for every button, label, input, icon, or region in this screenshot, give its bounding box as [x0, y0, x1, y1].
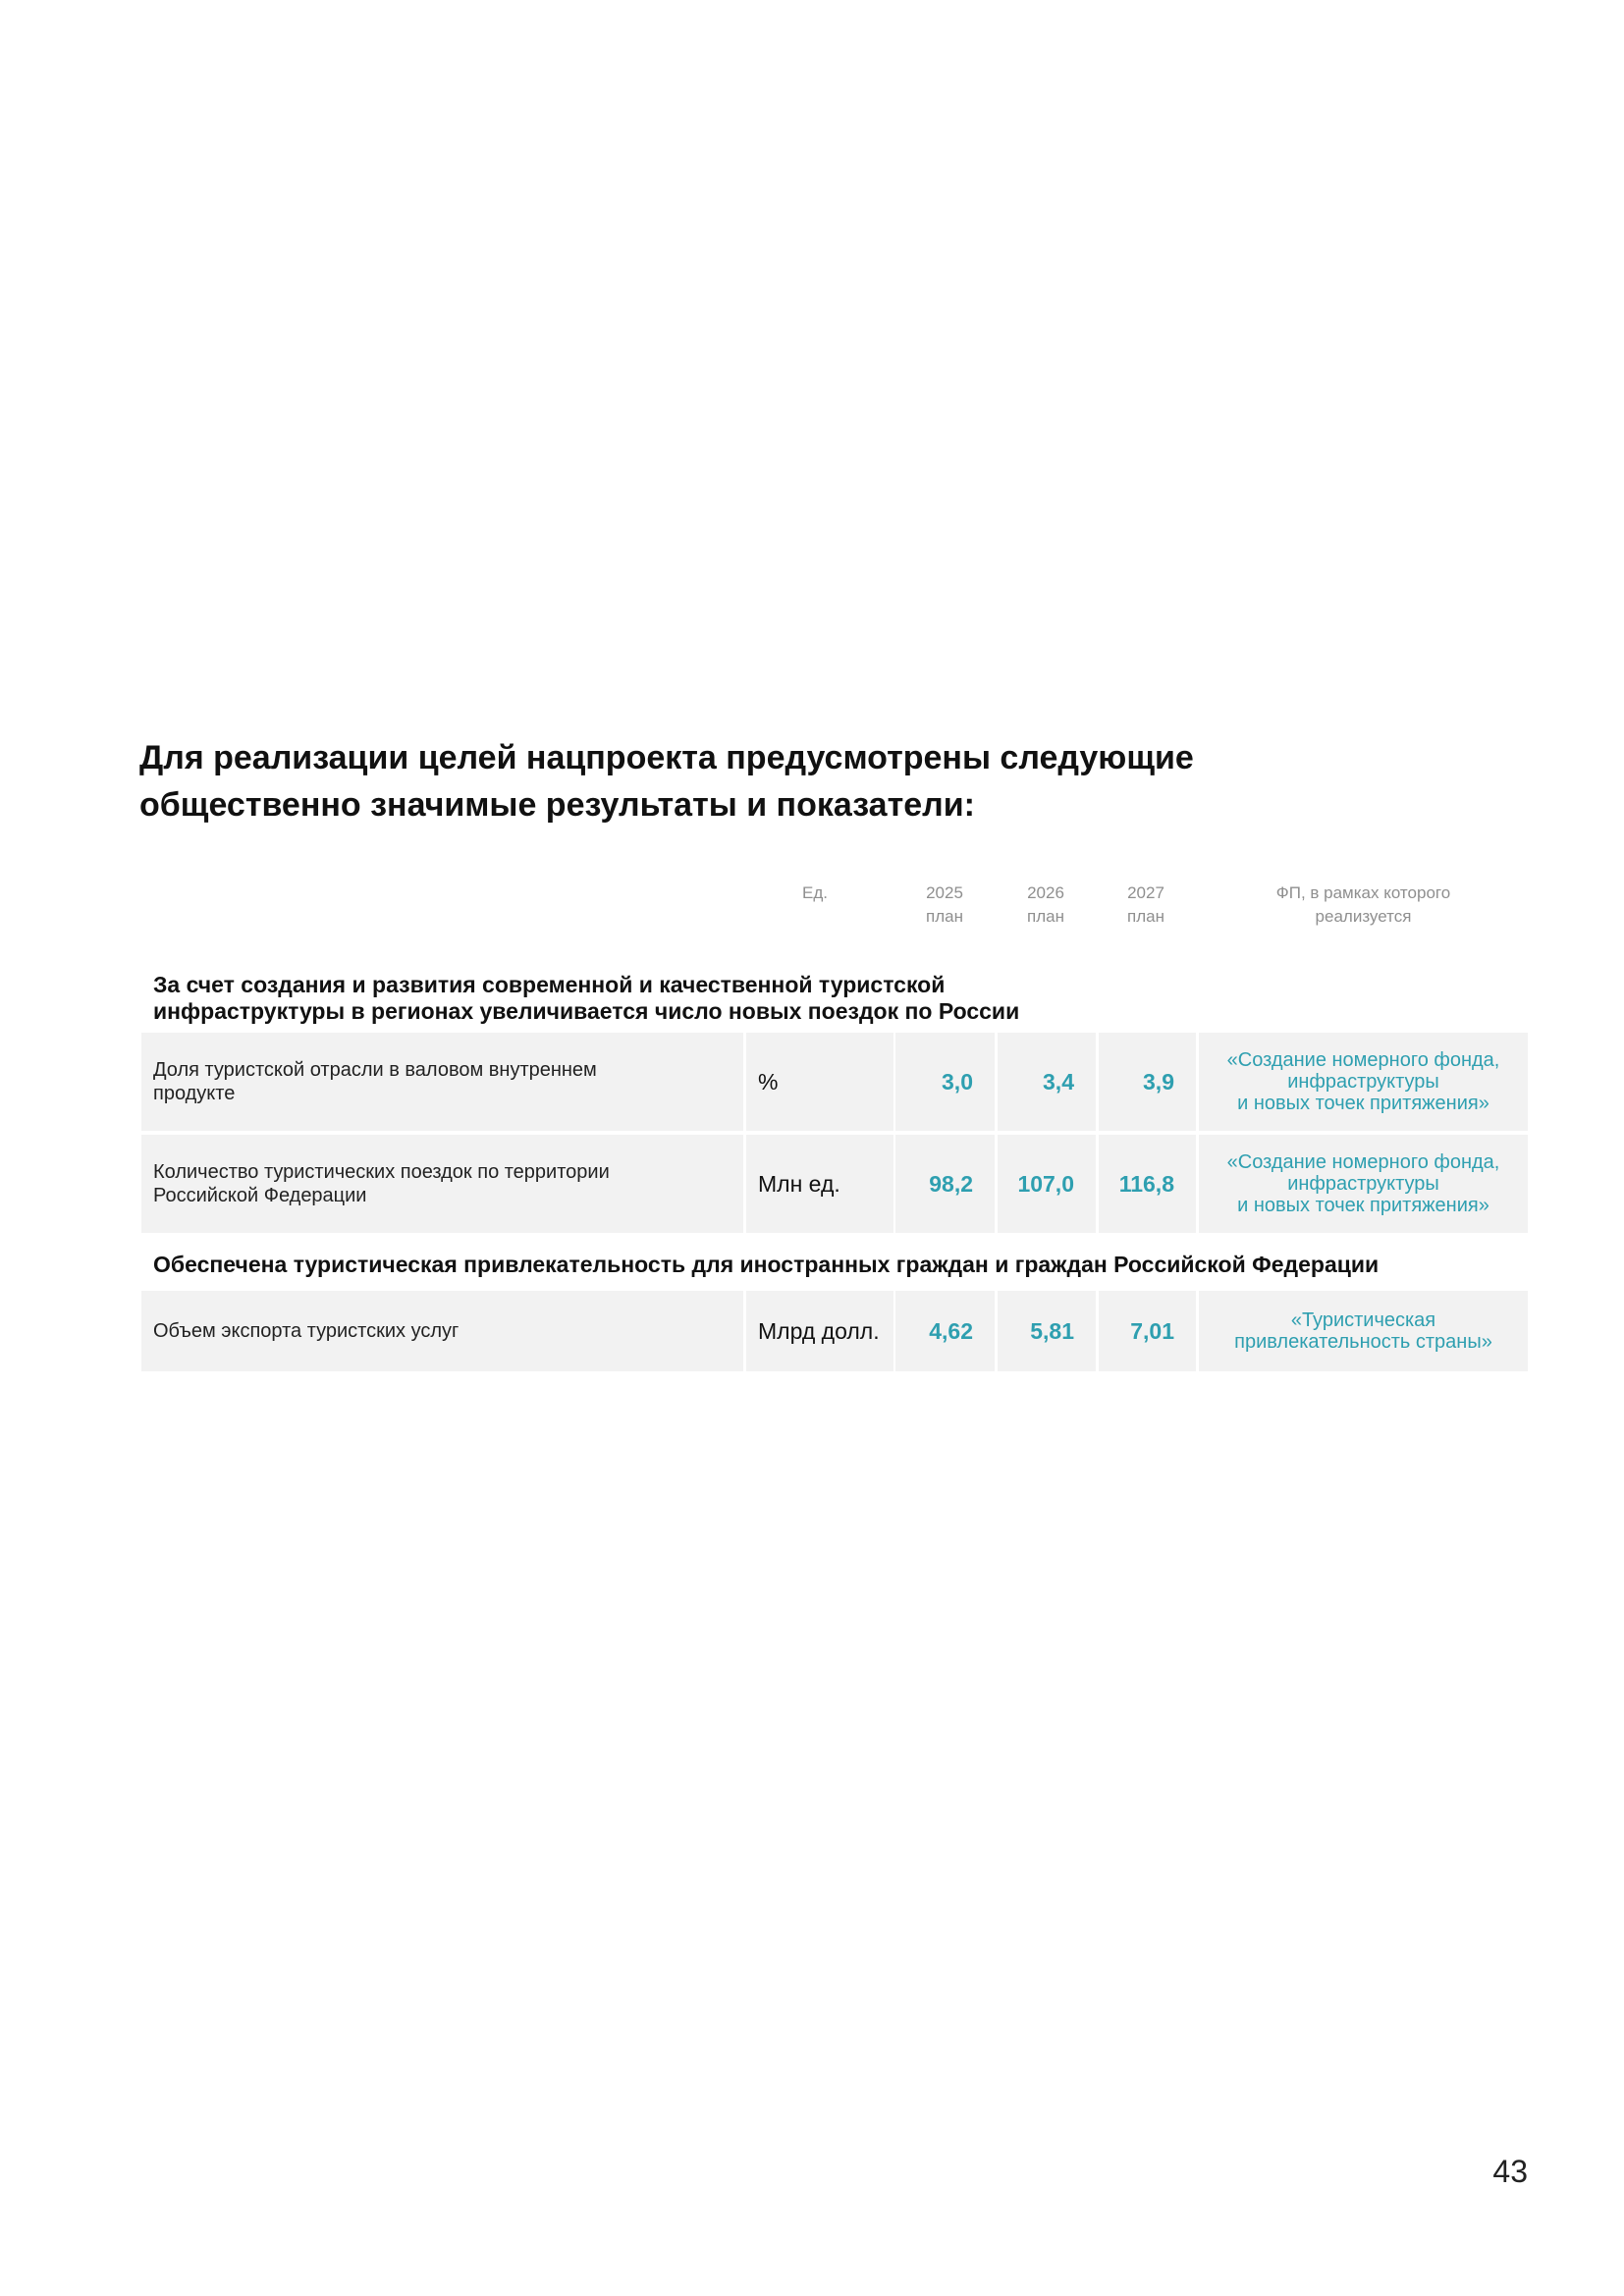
group-title-line-2: инфраструктуры в регионах увеличивается число новых поездок по России	[153, 998, 1020, 1024]
federal-project-cell	[1199, 1291, 1528, 1371]
plan-2025-cell	[895, 1291, 995, 1371]
federal-project-line-2: инфраструктуры	[1287, 1071, 1439, 1093]
federal-project-line-1: «Создание номерного фонда,	[1226, 1151, 1500, 1173]
indicator-name-line-2: Российской Федерации	[153, 1185, 367, 1206]
section-heading	[139, 734, 1514, 828]
plan-2027-cell	[1099, 1135, 1196, 1233]
plan-2025-value: 3,0	[942, 1068, 973, 1095]
plan-2026-cell	[998, 1135, 1096, 1233]
table-row	[141, 1033, 1528, 1131]
plan-2027-value: 7,01	[1130, 1317, 1174, 1344]
section-heading-line-2: общественно значимые результаты и показатели:	[139, 786, 975, 824]
indicator-name-cell	[141, 1033, 743, 1131]
indicator-name-line-1: Объем экспорта туристских услуг	[153, 1320, 460, 1342]
indicator-name-line-1: Количество туристических поездок по территории	[153, 1161, 610, 1183]
plan-2025-value: 4,62	[929, 1317, 973, 1344]
plan-2025-cell	[895, 1033, 995, 1131]
federal-project-line-3: и новых точек притяжения»	[1237, 1093, 1489, 1114]
plan-2026-cell	[998, 1033, 1096, 1131]
federal-project-line-2: инфраструктуры	[1287, 1173, 1439, 1195]
federal-project-line-1: «Туристическая	[1290, 1309, 1436, 1331]
plan-2025-value: 98,2	[929, 1170, 973, 1197]
group-title-attractiveness	[153, 1252, 1379, 1278]
group-title-infrastructure	[153, 972, 1019, 1025]
federal-project-line-3: и новых точек притяжения»	[1237, 1195, 1489, 1216]
indicator-name-cell	[141, 1291, 743, 1371]
plan-2026-value: 107,0	[1017, 1170, 1074, 1197]
federal-project-cell	[1199, 1033, 1528, 1131]
unit-cell	[746, 1135, 893, 1233]
column-header-2026	[997, 881, 1095, 929]
plan-2025-cell	[895, 1135, 995, 1233]
plan-2026-value: 3,4	[1043, 1068, 1074, 1095]
plan-2026-value: 5,81	[1030, 1317, 1074, 1344]
column-header-2026-sub: план	[1027, 907, 1064, 926]
unit-value: Млрд долл.	[758, 1317, 880, 1344]
column-header-2026-year: 2026	[1027, 883, 1064, 902]
plan-2027-value: 116,8	[1118, 1170, 1174, 1197]
federal-project-line-1: «Создание номерного фонда,	[1226, 1049, 1500, 1071]
indicator-name-line-2: продукте	[153, 1083, 236, 1104]
column-header-2027	[1097, 881, 1195, 929]
unit-cell	[746, 1033, 893, 1131]
group-title-line-1: За счет создания и развития современной и качественной туристской	[153, 972, 946, 997]
column-header-2025-sub: план	[926, 907, 963, 926]
table-row	[141, 1135, 1528, 1233]
federal-project-cell	[1199, 1135, 1528, 1233]
unit-value: Млн ед.	[758, 1170, 840, 1197]
column-header-fp-line-1: ФП, в рамках которого	[1275, 883, 1451, 902]
column-header-2027-year: 2027	[1127, 883, 1164, 902]
column-header-fp-line-2: реализуется	[1315, 907, 1412, 926]
page-number: 43	[1492, 2154, 1528, 2189]
indicator-name-cell	[141, 1135, 743, 1233]
plan-2026-cell	[998, 1291, 1096, 1371]
column-header-2025	[895, 881, 994, 929]
unit-value: %	[758, 1068, 779, 1095]
section-heading-line-1: Для реализации целей нацпроекта предусмотрены следующие	[139, 739, 1194, 776]
plan-2027-cell	[1099, 1291, 1196, 1371]
plan-2027-value: 3,9	[1143, 1068, 1174, 1095]
unit-cell	[746, 1291, 893, 1371]
column-header-2027-sub: план	[1127, 907, 1164, 926]
column-header-unit: Ед.	[802, 883, 828, 902]
table-row	[141, 1291, 1528, 1371]
group-title-line-1: Обеспечена туристическая привлекательность для иностранных граждан и граждан Российской Федерации	[153, 1252, 1380, 1277]
column-header-fp	[1199, 881, 1528, 929]
federal-project-line-2: привлекательность страны»	[1234, 1331, 1492, 1353]
indicator-name-line-1: Доля туристской отрасли в валовом внутреннем	[153, 1059, 597, 1081]
column-header-2025-year: 2025	[926, 883, 963, 902]
plan-2027-cell	[1099, 1033, 1196, 1131]
